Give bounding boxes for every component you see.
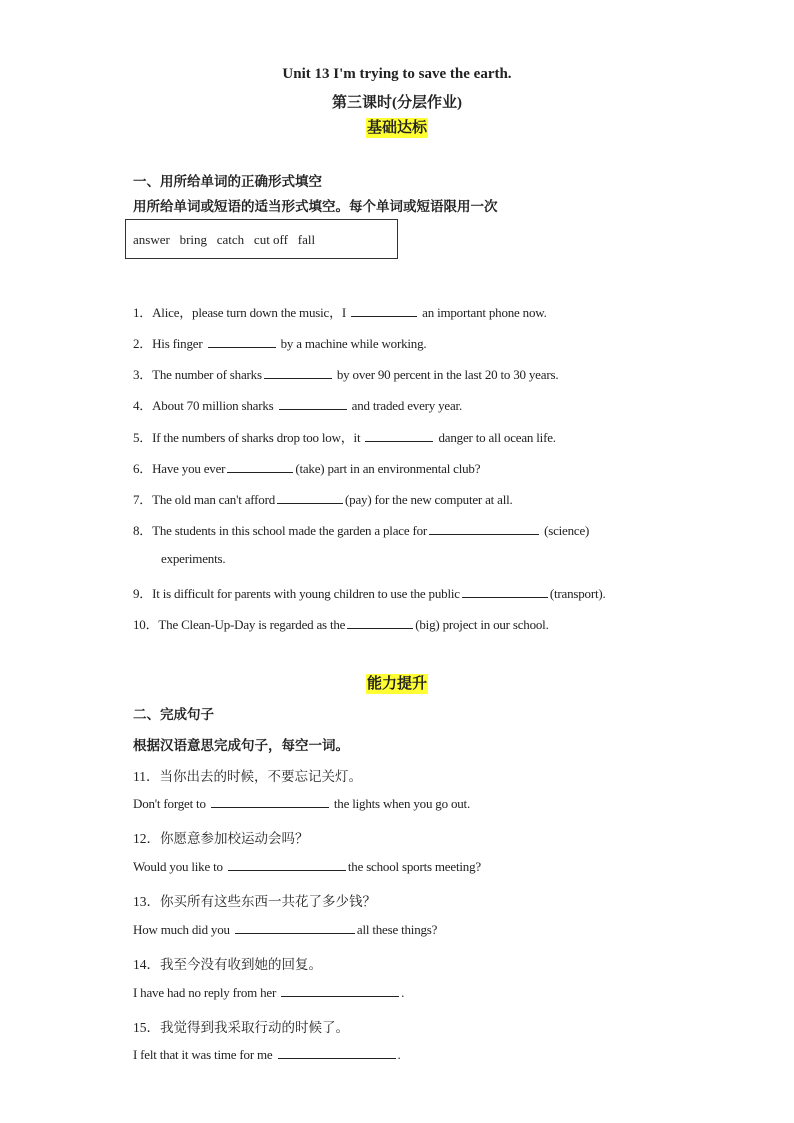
question-11-chinese: 11．当你出去的时候，不要忘记关灯。	[133, 769, 362, 784]
question-12-chinese: 12．你愿意参加校运动会吗？	[133, 831, 309, 846]
section2-heading: 二、完成句子	[133, 707, 214, 722]
question-13-chinese: 13．你买所有这些东西一共花了多少钱？	[133, 894, 376, 909]
question-8: 8．The students in this school made the garden a place for (science)	[133, 523, 590, 538]
word-bank-box: answer bring catch cut off fall	[125, 219, 398, 259]
question-12: Would you like to the school sports meeting?	[133, 859, 481, 874]
question-10: 10．The Clean-Up-Day is regarded as the (big) project in our school.	[133, 617, 549, 632]
level-badge-advanced: 能力提升	[366, 676, 427, 692]
question-1: 1．Alice，please turn down the music，I an important phone now.	[133, 305, 547, 320]
answer-blank[interactable]	[278, 1047, 396, 1059]
question-9: 9．It is difficult for parents with young children to use the public (transport).	[133, 586, 606, 601]
question-6: 6．Have you ever (take) part in an environmental club?	[133, 461, 481, 476]
answer-blank[interactable]	[208, 336, 276, 348]
answer-blank[interactable]	[228, 859, 346, 871]
question-7: 7．The old man can't afford (pay) for the new computer at all.	[133, 492, 513, 507]
unit-title: Unit 13 I'm trying to save the earth.	[282, 66, 512, 82]
answer-blank[interactable]	[281, 985, 399, 997]
level-badge-basic: 基础达标	[366, 120, 427, 136]
question-3: 3．The number of sharks by over 90 percent in the last 20 to 30 years.	[133, 367, 559, 382]
question-15: I felt that it was time for me .	[133, 1047, 401, 1062]
answer-blank[interactable]	[235, 922, 355, 934]
answer-blank[interactable]	[429, 523, 539, 535]
section1-heading: 一、用所给单词的正确形式填空	[133, 174, 322, 189]
answer-blank[interactable]	[264, 367, 332, 379]
lesson-subtitle: 第三课时(分层作业)	[332, 95, 462, 111]
answer-blank[interactable]	[211, 796, 329, 808]
question-8-continued: experiments.	[161, 551, 226, 566]
question-2: 2．His finger by a machine while working.	[133, 336, 427, 351]
answer-blank[interactable]	[462, 586, 548, 598]
question-5: 5．If the numbers of sharks drop too low，it danger to all ocean life.	[133, 430, 556, 445]
question-14: I have had no reply from her .	[133, 985, 405, 1000]
question-4: 4．About 70 million sharks and traded every year.	[133, 398, 463, 413]
question-14-chinese: 14．我至今没有收到她的回复。	[133, 957, 322, 972]
answer-blank[interactable]	[347, 617, 413, 629]
question-15-chinese: 15．我觉得到我采取行动的时候了。	[133, 1020, 349, 1035]
answer-blank[interactable]	[351, 305, 417, 317]
level-badge-basic-wrap	[0, 118, 794, 138]
answer-blank[interactable]	[227, 461, 293, 473]
level-badge-advanced-wrap	[0, 674, 794, 694]
question-13: How much did you all these things?	[133, 922, 438, 937]
answer-blank[interactable]	[365, 430, 433, 442]
answer-blank[interactable]	[279, 398, 347, 410]
section2-instruction: 根据汉语意思完成句子，每空一词。	[133, 738, 349, 753]
section1-instruction: 用所给单词或短语的适当形式填空。每个单词或短语限用一次	[133, 199, 498, 214]
question-11: Don't forget to the lights when you go out.	[133, 796, 471, 811]
answer-blank[interactable]	[277, 492, 343, 504]
